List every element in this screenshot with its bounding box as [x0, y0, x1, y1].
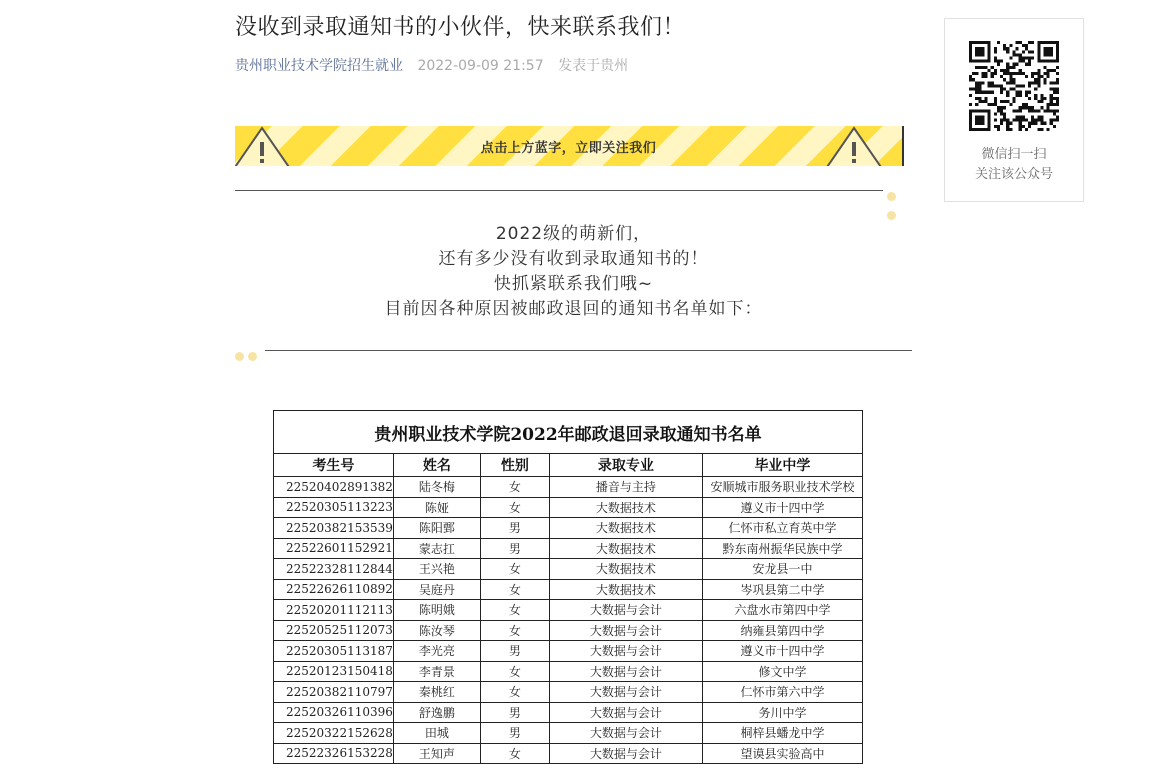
- table-body: [274, 477, 863, 764]
- table-cell: 蒙志扛: [393, 538, 480, 559]
- table-cell: 播音与主持: [549, 477, 702, 498]
- table-cell: 22520326110396: [274, 702, 394, 723]
- table-cell: 大数据技术: [549, 518, 702, 539]
- table-cell: 女: [480, 620, 549, 641]
- banner-text: 点击上方蓝字，立即关注我们: [480, 141, 657, 156]
- col-header: 毕业中学: [702, 454, 862, 477]
- table-cell: 22522601152921: [274, 538, 394, 559]
- table-cell: 陈汝琴: [393, 620, 480, 641]
- table-row: [274, 682, 863, 703]
- table-caption: 贵州职业技术学院2022年邮政退回录取通知书名单: [274, 411, 863, 454]
- table-cell: 六盘水市第四中学: [702, 600, 862, 621]
- table-cell: 望谟县实验高中: [702, 743, 862, 764]
- table-cell: 女: [480, 682, 549, 703]
- follow-banner[interactable]: [235, 126, 904, 166]
- article-meta: [235, 55, 628, 75]
- table-cell: 桐梓县蟠龙中学: [702, 723, 862, 744]
- col-header: 录取专业: [549, 454, 702, 477]
- table-cell: 男: [480, 702, 549, 723]
- table-cell: 22520305113187: [274, 641, 394, 662]
- table-cell: 男: [480, 723, 549, 744]
- table-cell: 男: [480, 518, 549, 539]
- table-cell: 女: [480, 497, 549, 518]
- intro-line: 还有多少没有收到录取通知书的！: [438, 249, 709, 269]
- table-cell: 陈娅: [393, 497, 480, 518]
- table-row: [274, 661, 863, 682]
- table-cell: 女: [480, 559, 549, 580]
- table-cell: 大数据与会计: [549, 682, 702, 703]
- table-cell: 陈明娥: [393, 600, 480, 621]
- qr-code-icon: [969, 41, 1059, 131]
- table-cell: 遵义市十四中学: [702, 497, 862, 518]
- table-row: [274, 641, 863, 662]
- table-row: [274, 559, 863, 580]
- table-cell: 舒逸鹏: [393, 702, 480, 723]
- table-cell: 陈阳鄄: [393, 518, 480, 539]
- table-cell: 女: [480, 579, 549, 600]
- table-row: [274, 477, 863, 498]
- decor-dots-bottom: [235, 346, 261, 365]
- table-cell: 22520382110797: [274, 682, 394, 703]
- table-cell: 仁怀市私立育英中学: [702, 518, 862, 539]
- table-cell: 22520525112073: [274, 620, 394, 641]
- table-cell: 大数据与会计: [549, 641, 702, 662]
- table-cell: 22522326153228: [274, 743, 394, 764]
- table-cell: 大数据技术: [549, 559, 702, 580]
- table-cell: 田城: [393, 723, 480, 744]
- account-name-link[interactable]: 贵州职业技术学院招生就业: [235, 58, 403, 74]
- table-cell: 女: [480, 743, 549, 764]
- table-cell: 男: [480, 538, 549, 559]
- publish-location: 发表于贵州: [558, 58, 629, 74]
- table-cell: 22520305113223: [274, 497, 394, 518]
- returned-notice-table: [273, 410, 863, 764]
- table-cell: 纳雍县第四中学: [702, 620, 862, 641]
- table-cell: 吴庭丹: [393, 579, 480, 600]
- table-row: [274, 600, 863, 621]
- table-cell: 男: [480, 641, 549, 662]
- intro-text: [235, 222, 912, 322]
- table-cell: 女: [480, 661, 549, 682]
- table-cell: 大数据与会计: [549, 620, 702, 641]
- table-cell: 李青景: [393, 661, 480, 682]
- table-cell: 大数据技术: [549, 497, 702, 518]
- table-cell: 女: [480, 600, 549, 621]
- qr-caption-line: 微信扫一扫: [981, 147, 1047, 162]
- col-header: 姓名: [393, 454, 480, 477]
- table-cell: 大数据技术: [549, 579, 702, 600]
- qr-caption: [945, 145, 1083, 185]
- table-row: [274, 620, 863, 641]
- publish-date: 2022-09-09 21:57: [417, 58, 544, 74]
- table-cell: 安顺城市服务职业技术学校: [702, 477, 862, 498]
- intro-line: 2022级的萌新们，: [495, 224, 652, 244]
- table-cell: 务川中学: [702, 702, 862, 723]
- table-row: [274, 497, 863, 518]
- table-cell: 大数据技术: [549, 538, 702, 559]
- table-cell: 陆冬梅: [393, 477, 480, 498]
- table-row: [274, 538, 863, 559]
- intro-line: 目前因各种原因被邮政退回的通知书名单如下：: [384, 299, 763, 319]
- table-cell: 秦桃红: [393, 682, 480, 703]
- table-cell: 仁怀市第六中学: [702, 682, 862, 703]
- table-row: [274, 518, 863, 539]
- col-header: 考生号: [274, 454, 394, 477]
- table-cell: 22520402891382: [274, 477, 394, 498]
- qr-caption-line: 关注该公众号: [974, 167, 1053, 182]
- table-cell: 22522626110892: [274, 579, 394, 600]
- table-cell: 王知声: [393, 743, 480, 764]
- table-cell: 李光亮: [393, 641, 480, 662]
- table-cell: 大数据与会计: [549, 723, 702, 744]
- table-cell: 黔东南州振华民族中学: [702, 538, 862, 559]
- table-cell: 大数据与会计: [549, 600, 702, 621]
- table-cell: 22520382153539: [274, 518, 394, 539]
- table-cell: 22520201112113: [274, 600, 394, 621]
- table-cell: 22522328112844: [274, 559, 394, 580]
- table-row: [274, 579, 863, 600]
- table-cell: 岑巩县第二中学: [702, 579, 862, 600]
- col-header: 性别: [480, 454, 549, 477]
- qr-panel: [944, 18, 1084, 202]
- article-title: 没收到录取通知书的小伙伴，快来联系我们！: [235, 15, 686, 40]
- table-row: [274, 702, 863, 723]
- table-cell: 大数据与会计: [549, 661, 702, 682]
- divider-top: [235, 190, 883, 191]
- table-row: [274, 743, 863, 764]
- table-cell: 遵义市十四中学: [702, 641, 862, 662]
- divider-bottom: [265, 350, 912, 351]
- table-cell: 修文中学: [702, 661, 862, 682]
- decor-dots-top: [887, 186, 912, 224]
- table-cell: 大数据与会计: [549, 743, 702, 764]
- table-cell: 22520123150418: [274, 661, 394, 682]
- table-cell: 大数据与会计: [549, 702, 702, 723]
- table-cell: 22520322152628: [274, 723, 394, 744]
- table-row: [274, 723, 863, 744]
- table-cell: 安龙县一中: [702, 559, 862, 580]
- table-cell: 女: [480, 477, 549, 498]
- table-cell: 王兴艳: [393, 559, 480, 580]
- intro-line: 快抓紧联系我们哦~: [493, 274, 654, 294]
